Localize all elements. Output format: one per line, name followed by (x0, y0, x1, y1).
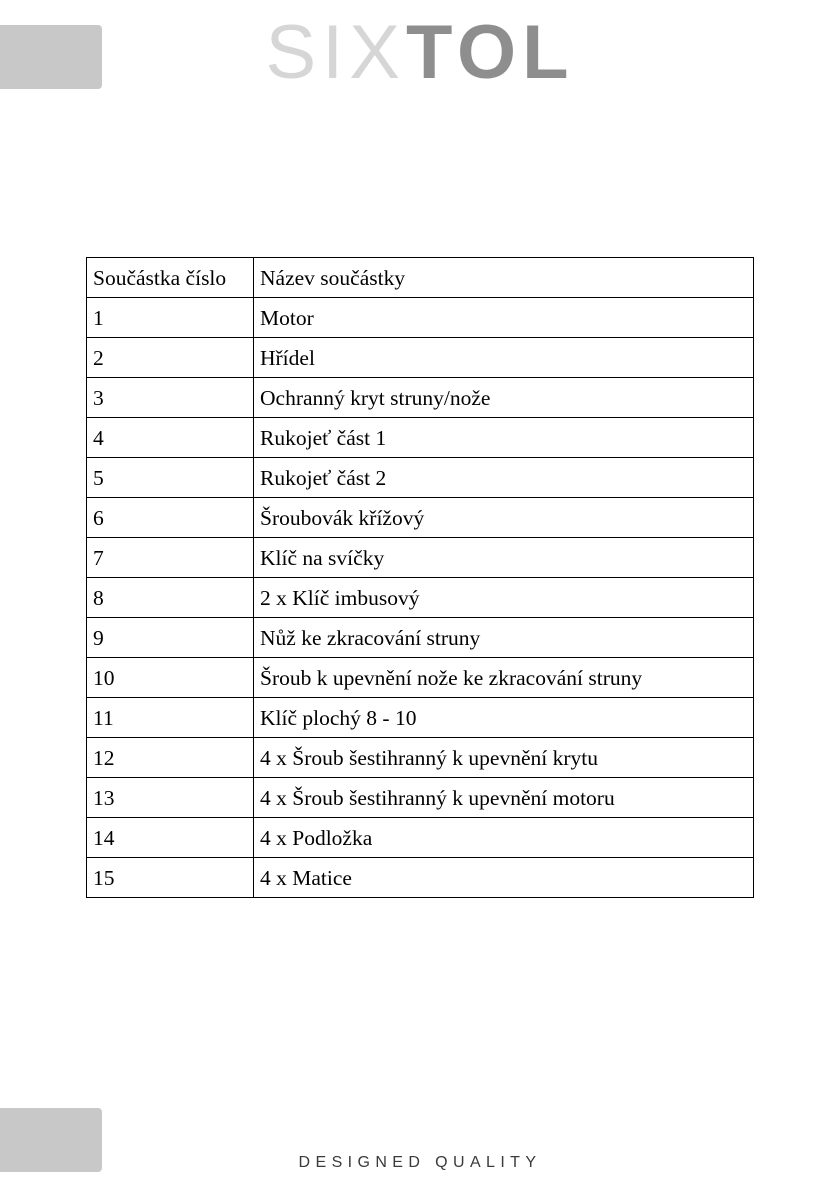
part-name-cell: Motor (254, 298, 754, 338)
table-row (87, 538, 754, 578)
part-name-cell: 2 x Klíč imbusový (254, 578, 754, 618)
table-row (87, 298, 754, 338)
logo-dark-part: TOL (405, 10, 575, 95)
table-row (87, 418, 754, 458)
part-name-cell: Šroub k upevnění nože ke zkracování struny (254, 658, 754, 698)
part-name-cell: Hřídel (254, 338, 754, 378)
part-name-cell: Rukojeť část 1 (254, 418, 754, 458)
footer-tagline: DESIGNED QUALITY (298, 1154, 542, 1171)
part-number-cell: 11 (87, 698, 254, 738)
part-number-cell: 9 (87, 618, 254, 658)
table-row (87, 698, 754, 738)
table-row (87, 338, 754, 378)
table-header-row (87, 258, 754, 298)
part-number-cell: 3 (87, 378, 254, 418)
header-part-name: Název součástky (254, 258, 754, 298)
logo-light-part: SIX (265, 10, 406, 95)
part-name-cell: 4 x Šroub šestihranný k upevnění motoru (254, 778, 754, 818)
table-row (87, 858, 754, 898)
part-name-cell: Ochranný kryt struny/nože (254, 378, 754, 418)
table-row (87, 378, 754, 418)
part-name-cell: Nůž ke zkracování struny (254, 618, 754, 658)
part-number-cell: 5 (87, 458, 254, 498)
table-row (87, 498, 754, 538)
part-number-cell: 8 (87, 578, 254, 618)
table-row (87, 778, 754, 818)
sixtol-logo (0, 8, 840, 98)
part-number-cell: 6 (87, 498, 254, 538)
part-number-cell: 1 (87, 298, 254, 338)
part-name-cell: Klíč na svíčky (254, 538, 754, 578)
header-part-number: Součástka číslo (87, 258, 254, 298)
table-row (87, 658, 754, 698)
part-number-cell: 2 (87, 338, 254, 378)
part-number-cell: 7 (87, 538, 254, 578)
part-number-cell: 12 (87, 738, 254, 778)
parts-table (86, 257, 754, 898)
part-name-cell: Rukojeť část 2 (254, 458, 754, 498)
table-row (87, 578, 754, 618)
part-number-cell: 15 (87, 858, 254, 898)
part-name-cell: 4 x Podložka (254, 818, 754, 858)
part-name-cell: Klíč plochý 8 - 10 (254, 698, 754, 738)
table-row (87, 738, 754, 778)
part-number-cell: 14 (87, 818, 254, 858)
part-name-cell: Šroubovák křížový (254, 498, 754, 538)
part-number-cell: 13 (87, 778, 254, 818)
part-number-cell: 4 (87, 418, 254, 458)
part-name-cell: 4 x Šroub šestihranný k upevnění krytu (254, 738, 754, 778)
part-number-cell: 10 (87, 658, 254, 698)
table-row (87, 458, 754, 498)
table-row (87, 618, 754, 658)
table-row (87, 818, 754, 858)
part-name-cell: 4 x Matice (254, 858, 754, 898)
